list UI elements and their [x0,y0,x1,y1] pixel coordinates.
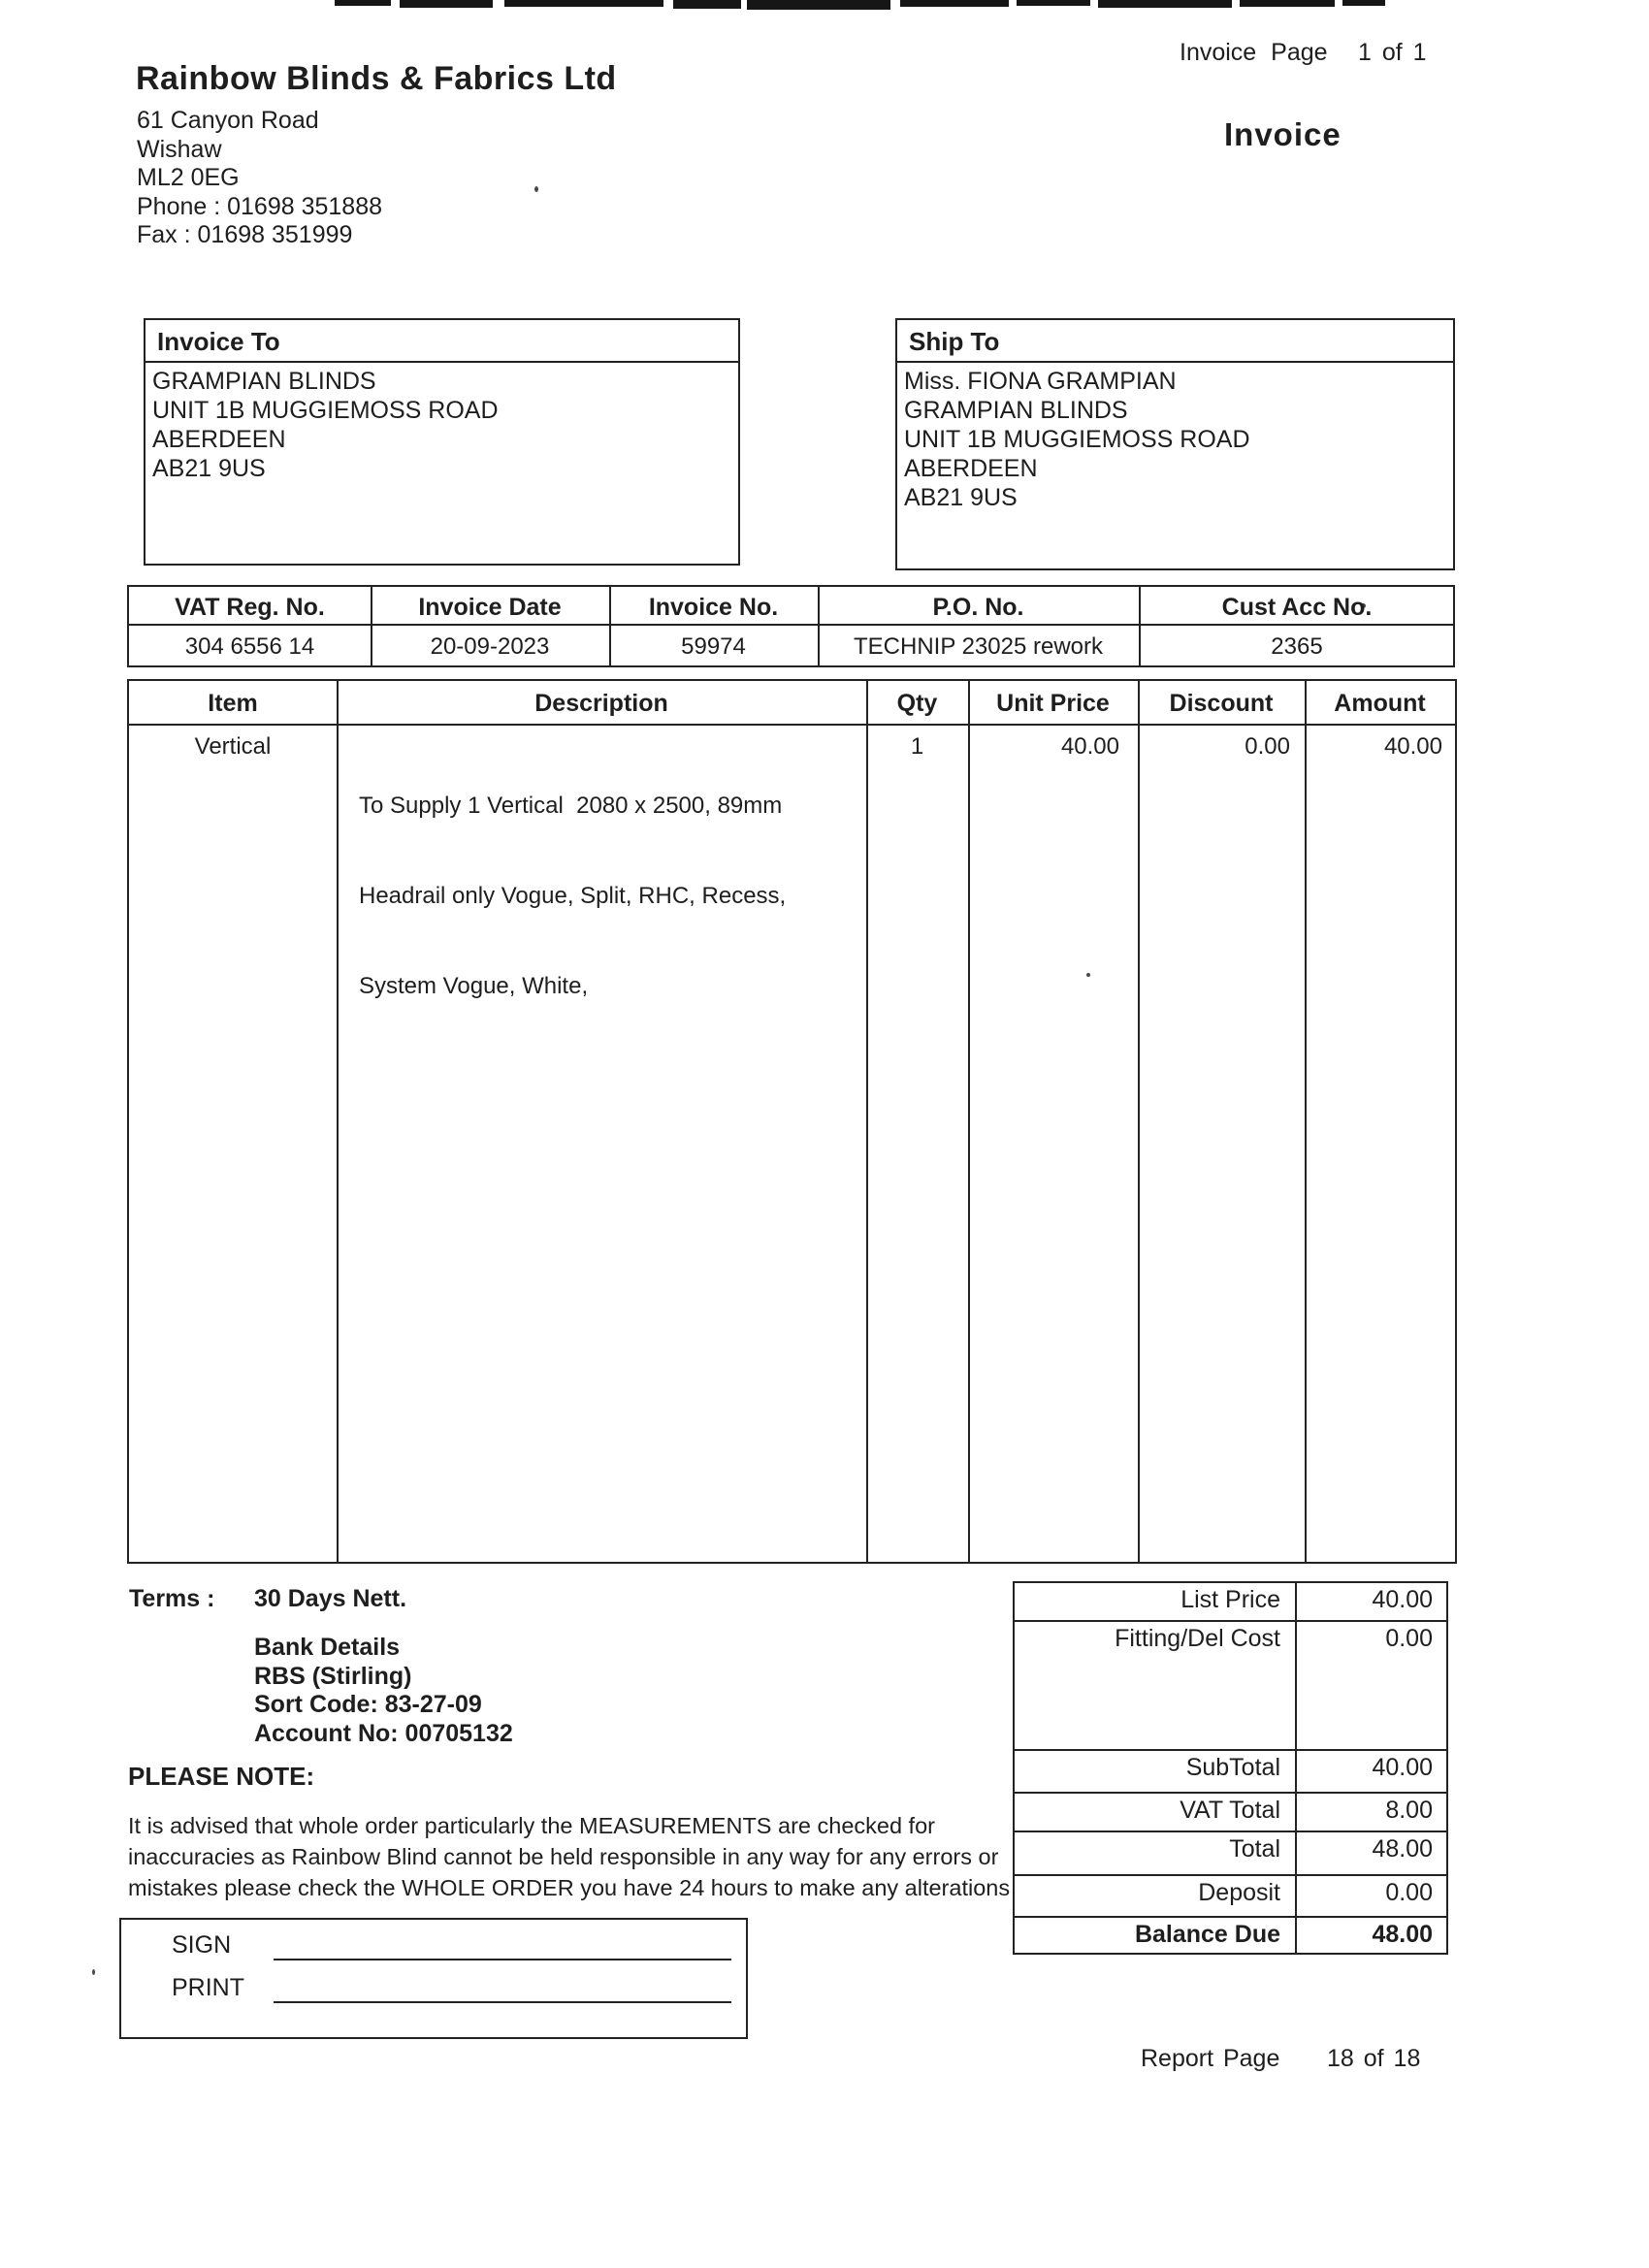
company-phone: Phone : 01698 351888 [137,192,383,220]
vat-reg-no-header: VAT Reg. No. [175,594,325,621]
ship-to-address [897,363,1453,512]
totals-row-subtotal [1015,1751,1446,1794]
disclaimer-note [128,1810,1010,1903]
company-address [137,107,382,250]
report-page-number: 18 of 18 [1327,2045,1421,2072]
amount-cell: 40.00 [1383,733,1442,760]
unit-price-column-header: Unit Price [996,690,1110,717]
invoice-to-box [144,318,740,566]
qty-column-header: Qty [896,690,938,717]
vat-total-label: VAT Total [1180,1797,1280,1824]
total-value: 48.00 [1372,1835,1433,1863]
bank-account-no: Account No: 00705132 [254,1719,513,1747]
disclaimer-line: inaccuracies as Rainbow Blind cannot be held responsible in any way for any errors or [128,1844,999,1869]
signature-box [119,1918,748,2039]
subtotal-label: SubTotal [1185,1754,1280,1781]
ship-to-line: ABERDEEN [904,455,1038,482]
terms-label: Terms : [129,1585,215,1612]
po-no-value: TECHNIP 23025 rework [854,633,1103,660]
invoice-page-label: Invoice Page [1180,39,1328,66]
company-address-line: ML2 0EG [137,164,240,191]
invoice-date-value: 20-09-2023 [430,633,550,660]
totals-row-vat-total [1015,1794,1446,1832]
ship-to-box [895,318,1455,570]
ship-to-line: GRAMPIAN BLINDS [904,397,1128,424]
list-price-value: 40.00 [1372,1586,1433,1613]
invoice-date-header: Invoice Date [418,594,562,621]
ship-to-line: AB21 9US [904,484,1018,511]
totals-row-total [1015,1832,1446,1876]
please-note-label: PLEASE NOTE: [128,1762,315,1791]
invoice-to-line: ABERDEEN [152,426,286,453]
ship-to-line: Miss. FIONA GRAMPIAN [904,368,1177,395]
invoice-meta-table [127,585,1455,667]
print-label: PRINT [172,1974,244,2001]
description-line: Headrail only Vogue, Split, RHC, Recess, [359,883,787,909]
list-price-label: List Price [1180,1586,1280,1613]
bank-details [254,1634,513,1748]
ship-to-line: UNIT 1B MUGGIEMOSS ROAD [904,426,1250,453]
description-column-header: Description [534,690,668,717]
invoice-to-line: UNIT 1B MUGGIEMOSS ROAD [152,397,499,424]
sign-line [274,1959,731,1960]
totals-row-deposit [1015,1876,1446,1918]
discount-cell: 0.00 [1245,733,1290,760]
balance-due-value: 48.00 [1372,1921,1433,1948]
ship-to-title: Ship To [897,320,1453,363]
vat-reg-no-value: 304 6556 14 [184,633,315,660]
terms-value: 30 Days Nett. [254,1585,407,1612]
po-no-header: P.O. No. [932,594,1024,621]
bank-sort-code: Sort Code: 83-27-09 [254,1691,482,1718]
subtotal-value: 40.00 [1372,1754,1433,1781]
company-address-line: 61 Canyon Road [137,107,319,134]
item-column-header: Item [208,690,258,717]
cust-acc-no-header: Cust Acc No. [1221,594,1373,621]
totals-row-balance-due [1015,1918,1446,1955]
totals-row-fitting-del-cost [1015,1622,1446,1751]
unit-price-cell: 40.00 [1060,733,1119,760]
report-page-label: Report Page [1141,2045,1280,2072]
invoice-no-value: 59974 [681,633,746,660]
item-cell: Vertical [194,733,272,760]
invoice-no-header: Invoice No. [648,594,779,621]
bank-name: RBS (Stirling) [254,1662,412,1690]
scan-speck [92,1969,95,1975]
balance-due-label: Balance Due [1134,1921,1280,1948]
print-line [274,2001,731,2003]
document-title: Invoice [1224,116,1342,152]
discount-column-header: Discount [1169,690,1274,717]
deposit-value: 0.00 [1385,1879,1433,1906]
description-line: System Vogue, White, [359,973,589,999]
invoice-to-line: AB21 9US [152,455,266,482]
fitting-del-cost-value: 0.00 [1385,1625,1433,1652]
disclaimer-line: It is advised that whole order particularly the MEASUREMENTS are checked for [128,1813,935,1838]
description-cell [359,730,786,1061]
deposit-label: Deposit [1198,1879,1280,1906]
qty-cell: 1 [910,733,924,760]
total-label: Total [1229,1835,1280,1863]
invoice-page-number: 1 of 1 [1358,39,1427,66]
cust-acc-no-value: 2365 [1271,633,1323,660]
sign-label: SIGN [172,1931,232,1959]
invoice-to-line: GRAMPIAN BLINDS [152,368,376,395]
description-line: To Supply 1 Vertical 2080 x 2500, 89mm [359,793,783,819]
line-items-table [127,679,1457,1564]
vat-total-value: 8.00 [1385,1797,1433,1824]
bank-details-title: Bank Details [254,1634,401,1661]
scan-speck [534,186,538,192]
company-name: Rainbow Blinds & Fabrics Ltd [136,60,617,97]
company-address-line: Wishaw [137,135,222,163]
invoice-to-title: Invoice To [146,320,738,363]
totals-table [1013,1581,1448,1955]
fitting-del-cost-label: Fitting/Del Cost [1115,1625,1280,1652]
invoice-to-address [146,363,738,483]
totals-row-list-price [1015,1583,1446,1622]
amount-column-header: Amount [1334,690,1426,717]
disclaimer-line: mistakes please check the WHOLE ORDER you have 24 hours to make any alterations [128,1875,1011,1900]
company-fax: Fax : 01698 351999 [137,221,353,248]
